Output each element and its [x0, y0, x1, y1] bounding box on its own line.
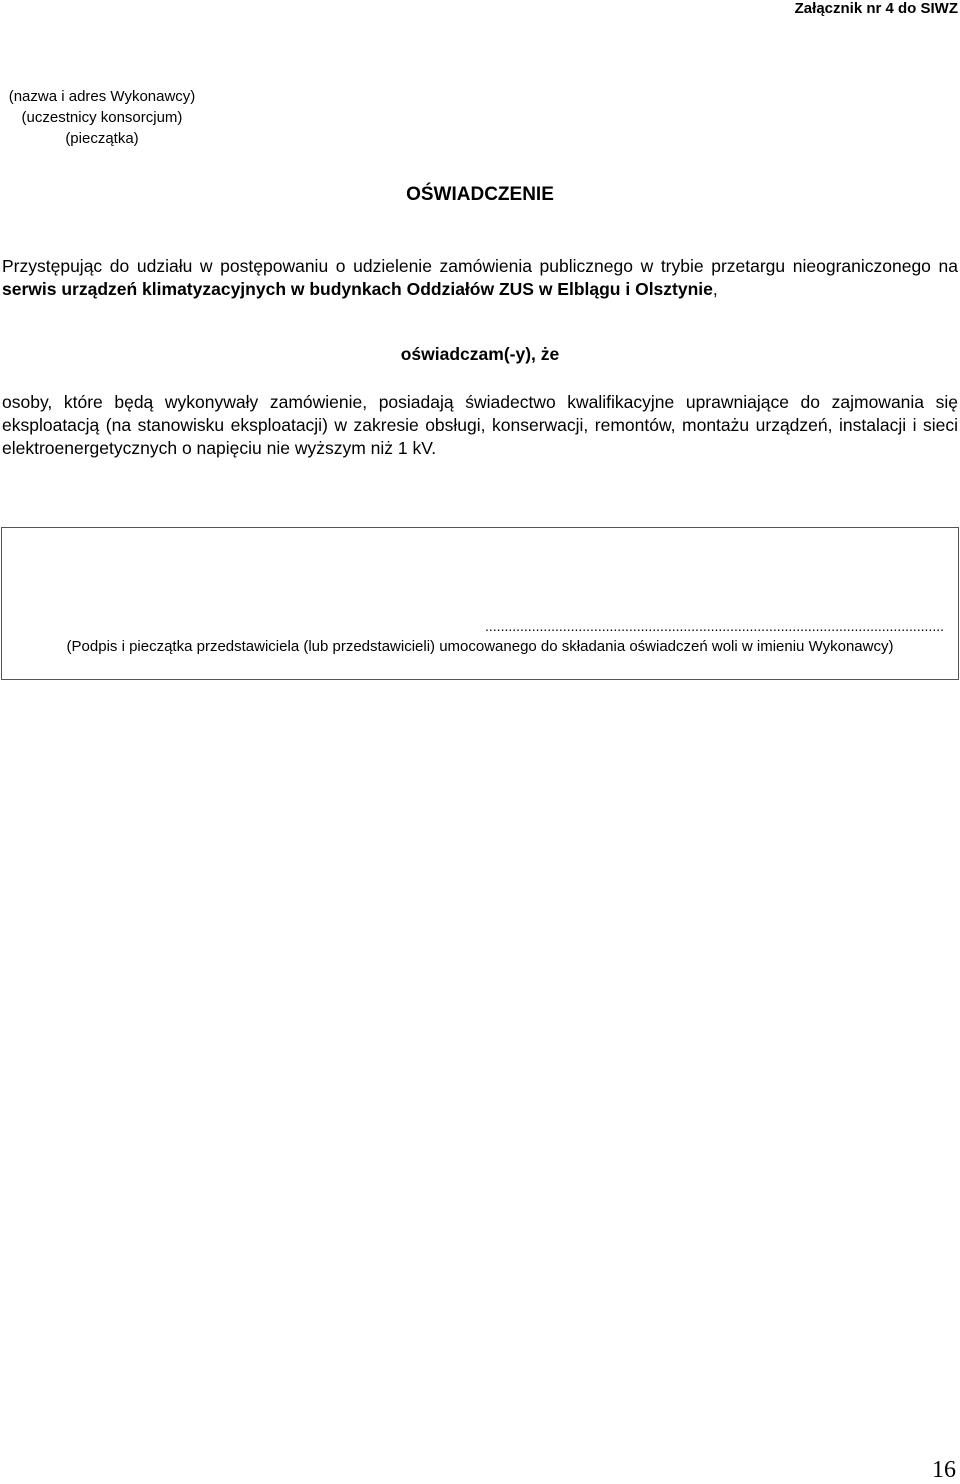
declaration-heading: oświadczam(-y), że	[400, 344, 560, 364]
contractor-name-address: (nazwa i adres Wykonawcy)	[8, 88, 196, 105]
signature-box	[1, 527, 959, 680]
intro-paragraph	[2, 255, 958, 301]
contractor-info	[2, 86, 202, 149]
signature-line: ......................................................................................................................	[485, 618, 944, 634]
body-paragraph: osoby, które będą wykonywały zamówienie, posiadają świadectwo kwalifikacyjne uprawniające do zajmowania się eksploatacją (na stanowisku eksploatacji) w zakresie obsługi, konserwacji, remontów, montażu urządzeń, instalacji i sieci elektroenergetycznych o napięciu nie wyższym niż 1 kV.	[2, 392, 958, 458]
contractor-stamp: (pieczątka)	[65, 130, 139, 147]
document-title: OŚWIADCZENIE	[406, 184, 554, 205]
intro-subject: serwis urządzeń klimatyzacyjnych w budynkach Oddziałów ZUS w Elblągu i Olsztynie	[2, 279, 713, 299]
contractor-consortium: (uczestnicy konsorcjum)	[21, 109, 183, 126]
attachment-label: Załącznik nr 4 do SIWZ	[794, 0, 958, 17]
intro-end: ,	[712, 279, 718, 299]
intro-text: Przystępując do udziału w postępowaniu o udzielenie zamówienia publicznego w trybie przetargu nieograniczonego na	[2, 256, 958, 276]
signature-caption: (Podpis i pieczątka przedstawiciela (lub przedstawicieli) umocowanego do składania oświadczeń woli w imieniu Wykonawcy)	[66, 638, 894, 655]
page-number: 16	[932, 1457, 956, 1483]
